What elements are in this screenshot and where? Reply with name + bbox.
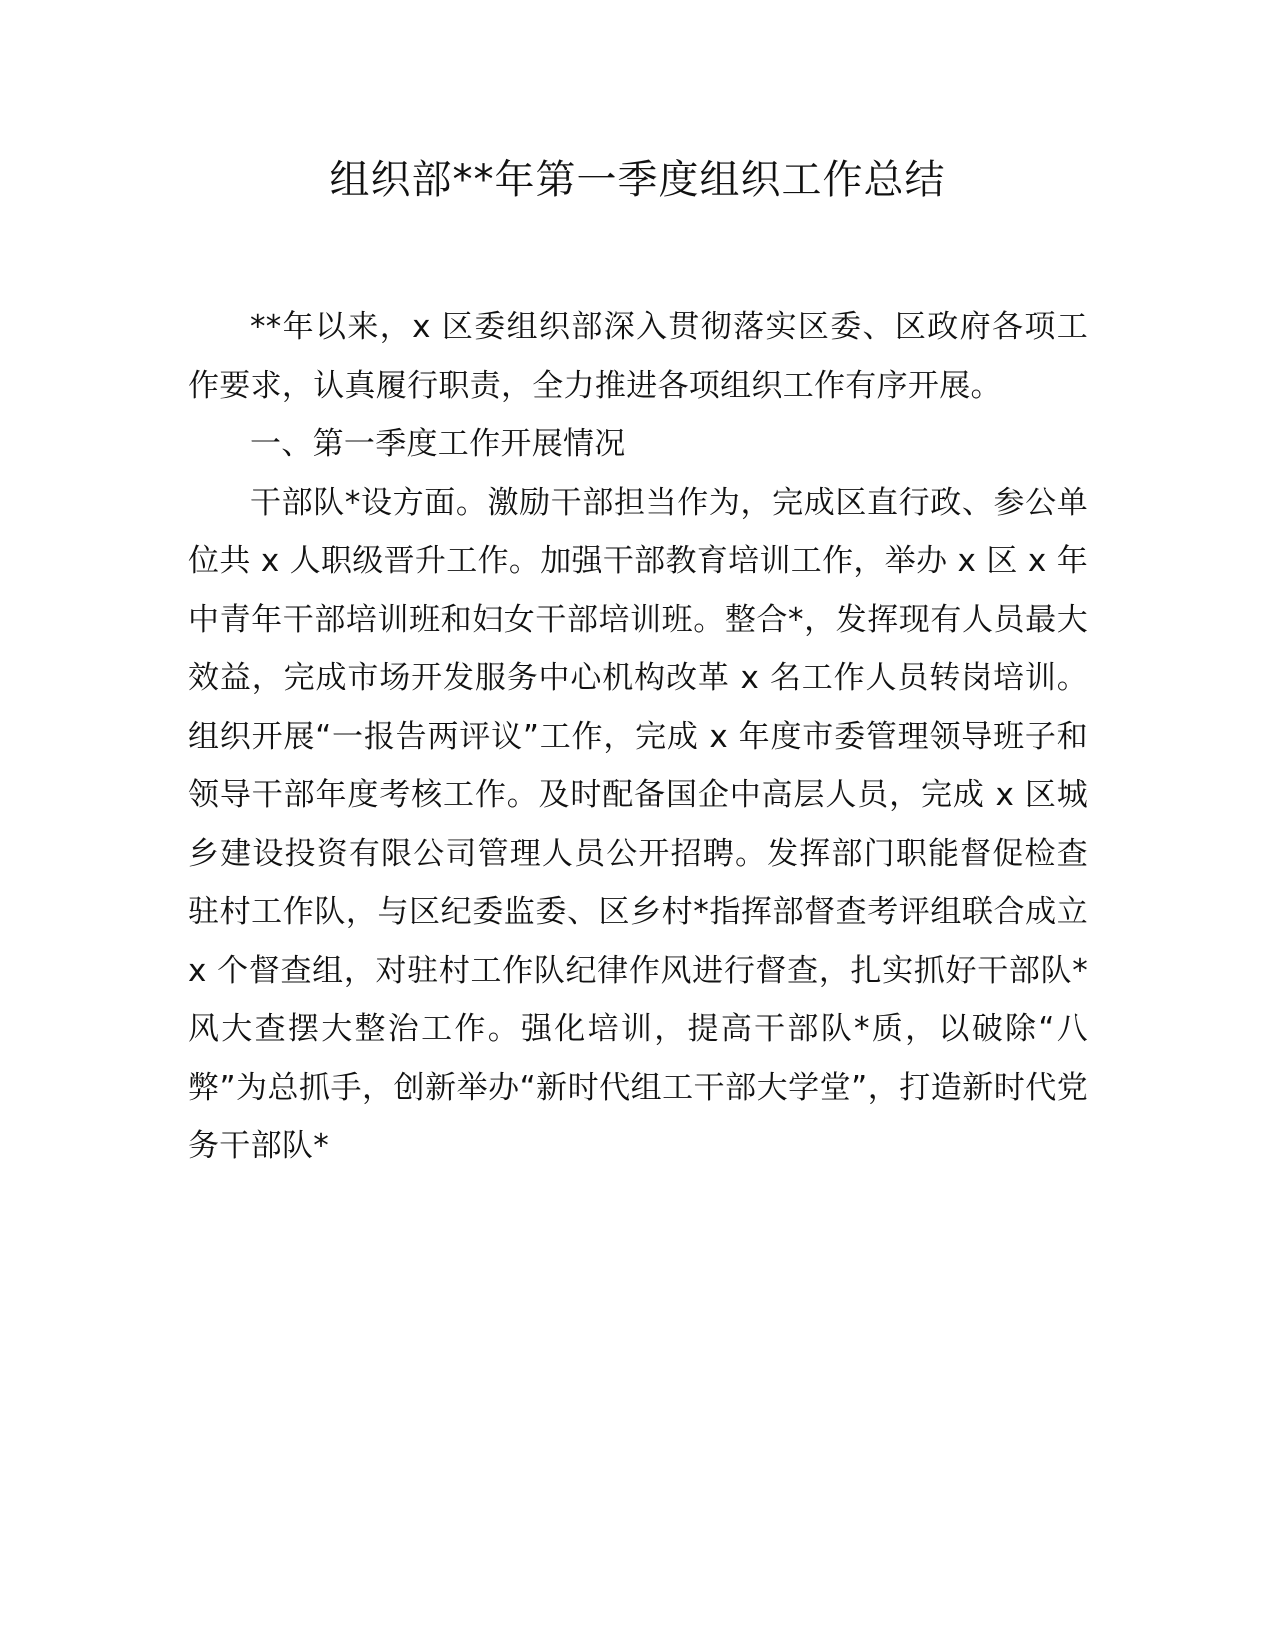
section-heading: 一、第一季度工作开展情况	[250, 426, 626, 462]
document-title: 组织部**年第一季度组织工作总结	[329, 157, 946, 203]
document-body	[188, 298, 1088, 1176]
body-paragraph: 干部队*设方面。激励干部担当作为，完成区直行政、参公单位共 x 人职级晋升工作。加强干部教育培训工作，举办 x 区 x 年中青年干部培训班和妇女干部培训班。整合*，发挥现有人员最大效益，完成市场开发服务中心机构改革 x 名工作人员转岗培训。组织开展“一报告两评议”工作，完成 x 年度市委管理领导班子和领导干部年度考核工作。及时配备国企中高层人员，完成 x 区城乡建设投资有限公司管理人员公开招聘。发挥部门职能督促检查驻村工作队，与区纪委监委、区乡村*指挥部督查考评组联合成立 x 个督查组，对驻村工作队纪律作风进行督查，扎实抓好干部队*风大查摆大整治工作。强化培训，提高干部队*质，以破除“八弊”为总抓手，创新举办“新时代组工干部大学堂”，打造新时代党务干部队*	[188, 484, 1088, 1164]
intro-paragraph: **年以来，x 区委组织部深入贯彻落实区委、区政府各项工作要求，认真履行职责，全力推进各项组织工作有序开展。	[188, 309, 1088, 404]
